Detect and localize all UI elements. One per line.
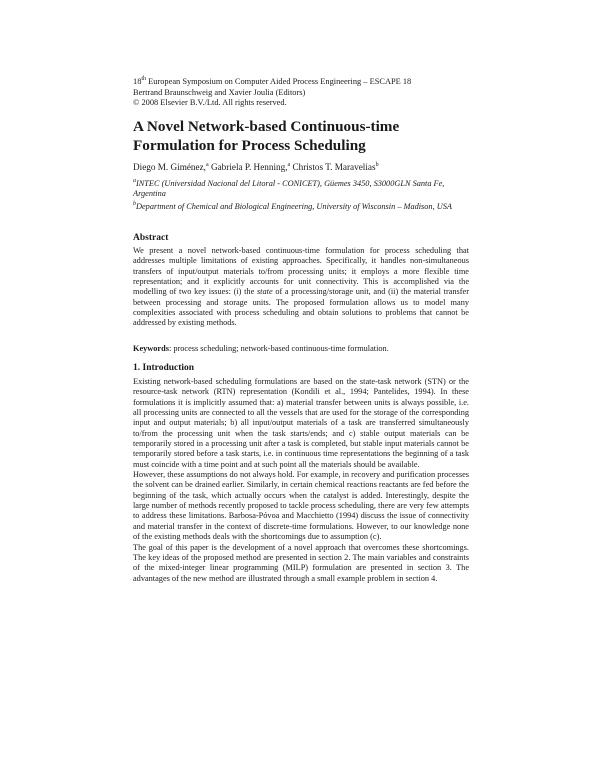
paragraph: The goal of this paper is the development of a novel approach that overcomes these shortcomings. The key ideas of the proposed method are presented in section 2. The main variables and constraints of the mixed-integer linear programming (MILP) formulation are presented in section 3. The advantages of the new method are illustrated through a small example problem in section 4. [133, 542, 469, 583]
paper-title: A Novel Network-based Continuous-time Formulation for Process Scheduling [133, 118, 400, 154]
header-edition-suffix: th [141, 76, 147, 83]
header-copyright: © 2008 Elsevier B.V./Ltd. All rights reserved. [133, 98, 287, 108]
abstract-heading: Abstract [133, 233, 169, 243]
author-affiliation-mark: a [205, 161, 209, 168]
affiliation-a [133, 179, 473, 200]
author-list [133, 162, 379, 172]
affiliation-mark: a [133, 178, 136, 185]
author-affiliation-mark: a [287, 161, 291, 168]
author-affiliation-mark: b [375, 161, 379, 168]
conference-header [133, 77, 483, 109]
header-line-1 [133, 77, 483, 88]
affiliation-b [133, 202, 473, 212]
header-editors: Bertrand Braunschweig and Xavier Joulia (Editors) [133, 87, 306, 97]
paragraph: Existing network-based scheduling formulations are based on the state-task network (STN) or the resource-task network (RTN) representation (Kondili et al., 1994; Pantelides, 1994). In these formulations it is implicitly assumed that: a) material transfer between units is always possible, i.e. all processing units are connected to all the vessels that are used for the storage of the corresponding input and output materials; b) all input/output materials of a task are transferred simultaneously to/from the processing unit when the task starts/ends; and c) stable output materials can be temporarily stored in a processing unit after a task is completed, but stable input materials cannot be temporarily stored before a task starts, i.e. in continuous time representations the beginning of a task must coincide with a time point and at such point all the materials should be available. [133, 377, 469, 469]
paragraph: However, these assumptions do not always hold. For example, in recovery and purification processes the solvent can be drained earlier. Similarly, in certain chemical reactions reactants are fed before the beginning of the task, which actually occurs when the catalyst is added. Interestingly, despite the large number of methods recently proposed to tackle process scheduling, there are very few attempts to address these limitations. Barbosa-Póvoa and Macchietto (1994) discuss the issue of connectivity and material transfer in the context of discrete-time formulations. However, to our knowledge none of the existing methods deals with the shortcomings due to assumption (c). [133, 470, 469, 542]
keywords-text: : process scheduling; network-based continuous-time formulation. [168, 344, 389, 353]
introduction-heading: 1. Introduction [133, 363, 195, 373]
affiliation-mark: b [133, 201, 136, 208]
abstract-emphasis: state [256, 287, 273, 297]
author-name: Diego M. Giménez, [133, 162, 206, 172]
author-name: Gabriela P. Henning, [208, 162, 288, 172]
affiliation-text: INTEC (Universidad Nacional del Litoral - CONICET), Güemes 3450, S3000GLN Santa Fe, Argentina [133, 179, 445, 199]
abstract-text-part: of a processing/storage unit, and (ii) the material transfer between processing and storage units. The proposed formulation allows us to model many complexities associated with process scheduling and obtain solutions to problems that cannot be addressed by existing methods. [133, 287, 469, 328]
author-name: Christos T. Maravelias [290, 162, 376, 172]
keywords [133, 344, 469, 354]
header-symposium-name: European Symposium on Computer Aided Process Engineering – ESCAPE 18 [146, 77, 412, 86]
keywords-label: Keywords [133, 344, 169, 353]
affiliation-text: Department of Chemical and Biological Engineering, University of Wisconsin – Madison, USA [136, 202, 452, 211]
introduction-body [133, 377, 469, 584]
header-edition-number: 18 [133, 77, 142, 86]
abstract-text-part: We present a novel network-based continuous-time formulation for process scheduling that addresses multiple limitations of existing approaches. Specifically, it handles non-simultaneous transfers of input/output materials to/from processing units; it employs a more flexible time representation; and it explicitly accounts for unit connectivity. This is accomplished via the modelling of two key issues: (i) the [133, 246, 469, 297]
abstract-text [133, 246, 469, 329]
